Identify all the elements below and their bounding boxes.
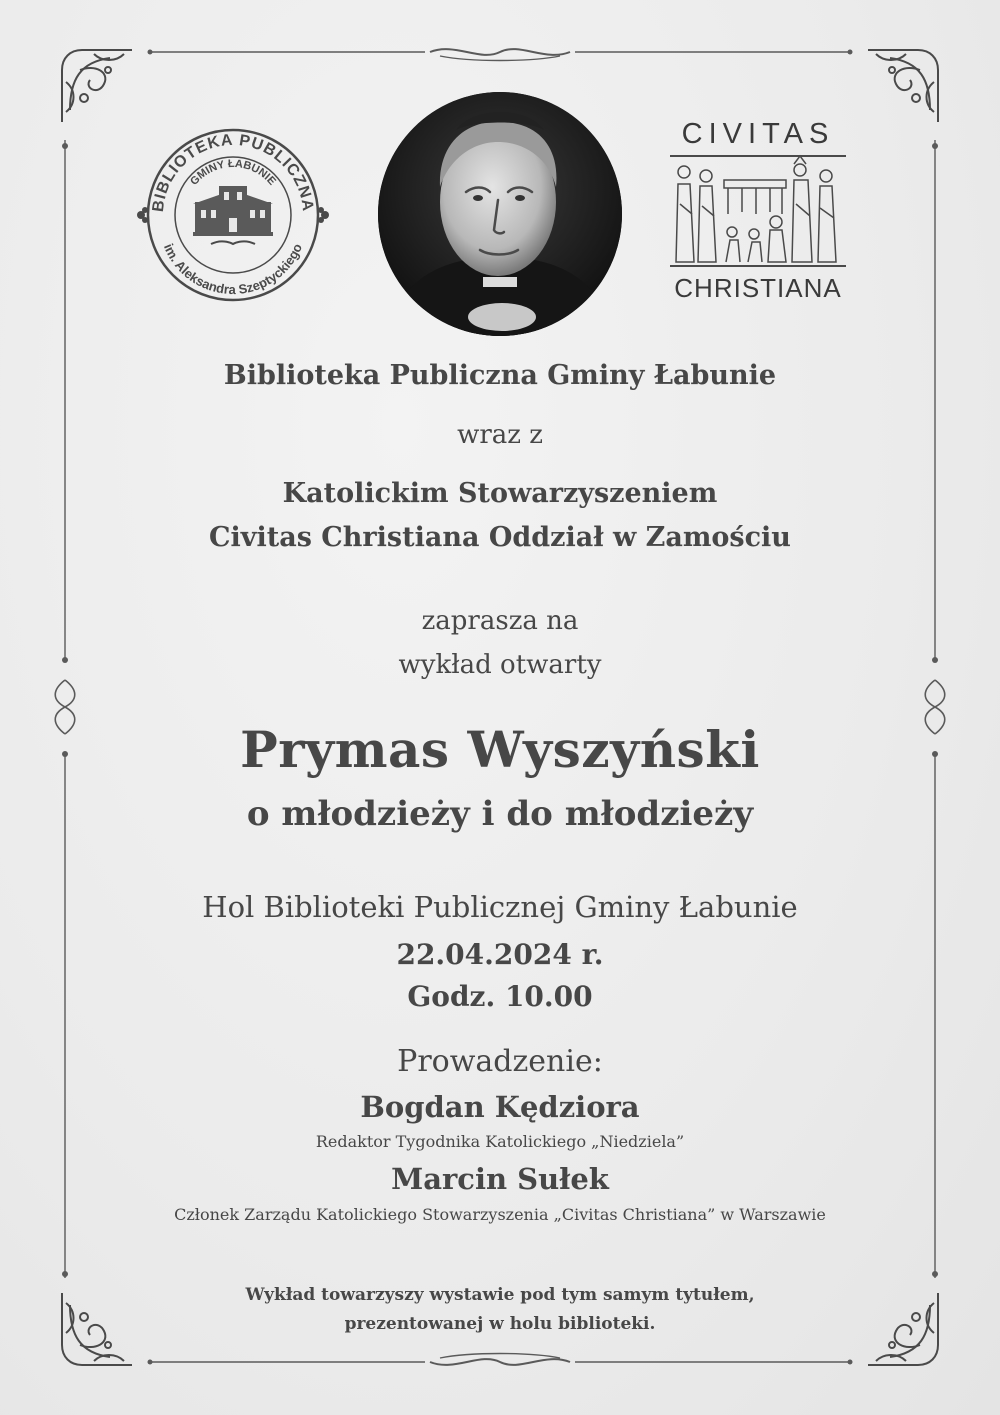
civitas-christiana-logo: [668, 118, 848, 308]
invites-text: zaprasza na: [421, 606, 579, 636]
footer-note-line-2: prezentowanej w holu biblioteki.: [344, 1314, 656, 1334]
event-date: 22.04.2024 r.: [396, 938, 604, 971]
corner-ornament-top-right: [868, 50, 938, 122]
svg-text:GMINY ŁABUNIE: [188, 158, 278, 188]
footer-note-line-1: Wykład towarzyszy wystawie pod tym samym tytułem,: [245, 1285, 755, 1305]
host-role: Członek Zarządu Katolickiego Stowarzyszenia „Civitas Christiana” w Warszawie: [174, 1205, 826, 1224]
logo-christiana-text: CHRISTIANA: [674, 273, 842, 303]
host-name: Bogdan Kędziora: [360, 1090, 640, 1124]
lecture-title: Prymas Wyszyński: [240, 720, 760, 779]
together-with-text: wraz z: [457, 420, 543, 450]
seal-ring-inner-text: GMINY ŁABUNIE: [188, 157, 278, 188]
venue-text: Hol Biblioteki Publicznej Gminy Łabunie: [202, 890, 798, 924]
partner-line-2: Civitas Christiana Oddział w Zamościu: [209, 522, 791, 553]
event-type-text: wykład otwarty: [398, 650, 602, 680]
svg-text:im. Aleksandra Szeptyckiego: [161, 241, 305, 297]
host-role: Redaktor Tygodnika Katolickiego „Niedziela”: [315, 1132, 685, 1151]
logo-civitas-text: CIVITAS: [681, 118, 835, 150]
hosts-label: Prowadzenie:: [397, 1044, 603, 1079]
seal-ring-top-text: BIBLIOTEKA PUBLICZNA: [149, 131, 317, 213]
organizer-name: Biblioteka Publiczna Gminy Łabunie: [223, 360, 777, 391]
seal-ring-bottom-text: im. Aleksandra Szeptyckiego: [160, 241, 306, 298]
partner-line-1: Katolickim Stowarzyszeniem: [282, 478, 718, 509]
portrait-photo: [378, 92, 622, 336]
corner-ornament-top-left: [62, 50, 132, 122]
lecture-subtitle: o młodzieży i do młodzieży: [246, 794, 754, 834]
library-seal-logo: [133, 120, 333, 305]
host-name: Marcin Sułek: [391, 1162, 609, 1196]
medieval-scene-illustration: [670, 154, 846, 270]
event-time: Godz. 10.00: [407, 980, 593, 1013]
